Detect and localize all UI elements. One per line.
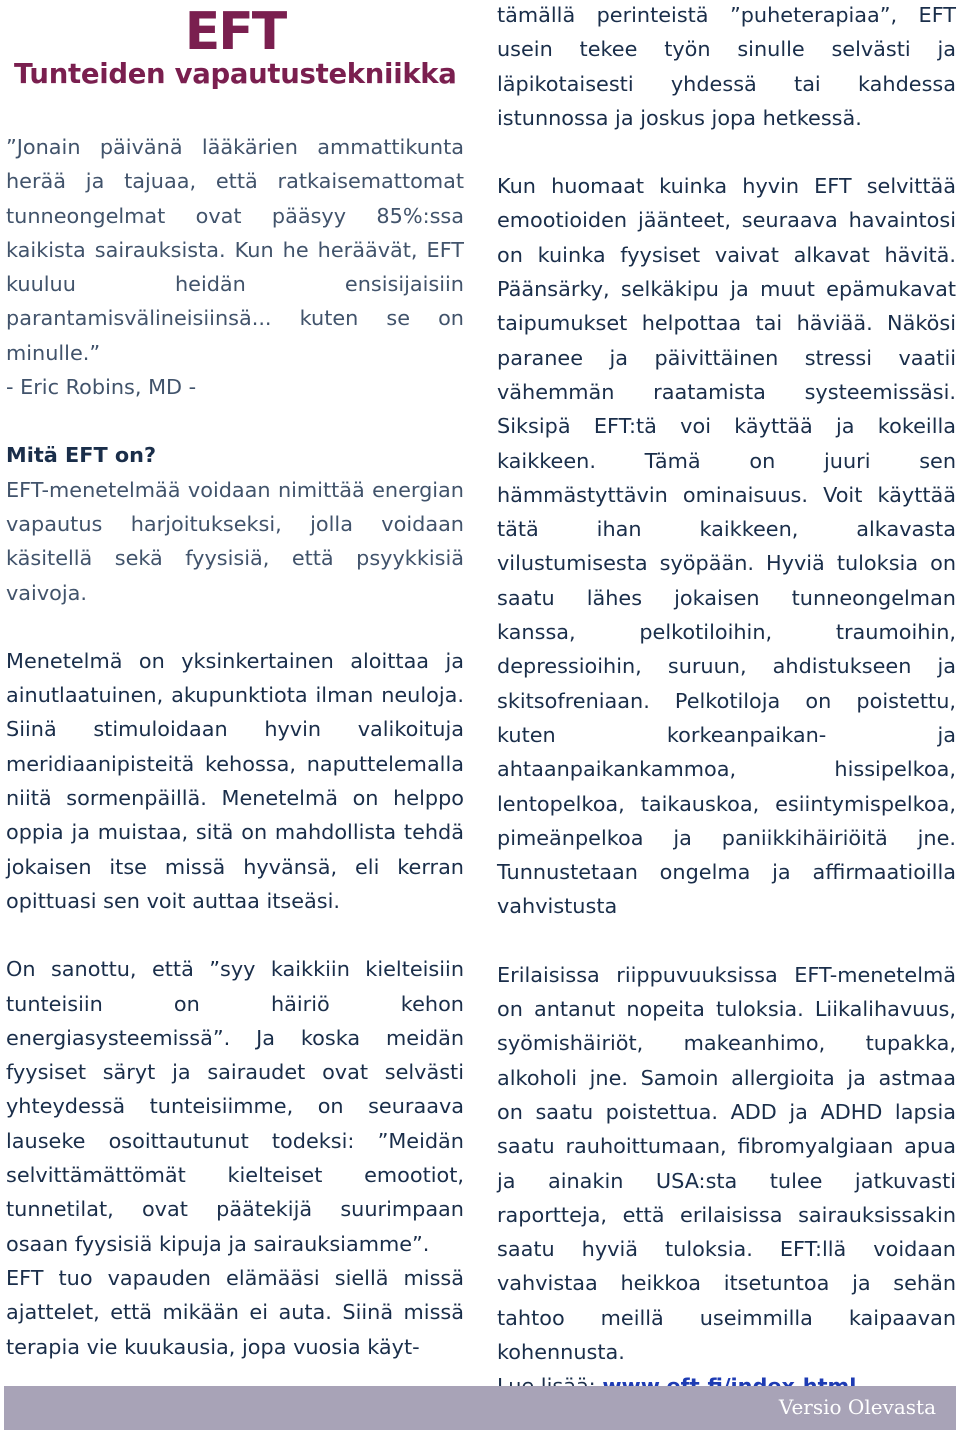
spacer [6,404,464,438]
paragraph: Erilaisissa riippuvuuksissa EFT-menetelmä on antanut nopeita tuloksia. Liikalihavuus, syömishäiriöt, makeanhimo, tupakka, alkoholi jne. Samoin allergioita ja astmaa on saatu poistettua. ADD ja ADHD lapsia saatu rauhoittumaan, fibromyalgiaan apua ja ainakin USA:sta tulee jatkuvasti raportteja, että erilaisissa sairauksissakin saatu hyviä tuloksia. EFT:llä voidaan vahvistaa heikkoa itsetuntoa ja sehän tahtoo meillä useimmilla kaipaavan kohennusta. [497,962,956,1364]
footer-label: Versio Olevasta [778,1395,936,1419]
spacer [497,135,956,169]
spacer [497,924,956,958]
spacer [6,918,464,952]
paragraph: EFT-menetelmää voidaan nimittää energian vapautus harjoitukseksi, jolla voidaan käsitellä sekä fyysisiä, että psyykkisiä vaivoja. [6,477,464,605]
paragraph: EFT tuo vapauden elämääsi siellä missä ajattelet, että mikään ei auta. Siinä missä terapia vie kuukausia, jopa vuosia käyt- [6,1265,464,1359]
quote-author: - Eric Robins, MD - [6,375,197,400]
left-column [6,130,464,1364]
right-column [497,0,956,1404]
section-heading: Mitä EFT on? [6,443,157,468]
paragraph: tämällä perinteistä ”puheterapiaa”, EFT usein tekee työn sinulle selvästi ja läpikotaisesti yhdessä tai kahdessa istunnossa ja joskus jopa hetkessä. [497,3,956,130]
paragraph: On sanottu, että ”syy kaikkiin kielteisiin tunteisiin on häiriö kehon energiasysteemissä”. Ja koska meidän fyysiset säryt ja sairaudet ovat selvästi yhteydessä tunteisiimme, on seuraava lauseke osoittautunut todeksi: ”Meidän selvittämättömät kielteiset emootiot, tunnetilat, ovat päätekijä suurimpaan osaan fyysisiä kipuja ja sairauksiamme”. [6,957,464,1256]
paragraph: Menetelmä on yksinkertainen aloittaa ja ainutlaatuinen, akupunktiota ilman neuloja. Siinä stimuloidaan hyvin valikoituja meridiaanipisteitä kehossa, naputtelemalla niitä sormenpäillä. Menetelmä on helppo oppia ja muistaa, sitä on mahdollista tehdä jokaisen itse missä hyvänsä, eli kerran opittuasi sen voit auttaa itseäsi. [6,648,464,913]
quote-text: ”Jonain päivänä lääkärien ammattikunta herää ja tajuaa, että ratkaisemattomat tunneongelmat ovat pääsyy 85%:ssa kaikista sairauksista. Kun he heräävät, EFT kuuluu heidän ensisijaisiin parantamisvälineisiinsä... kuten se on minulle.” [6,135,464,365]
paragraph: Kun huomaat kuinka hyvin EFT selvittää emootioiden jäänteet, seuraava havaintosi on kuinka fyysiset vaivat alkavat hävitä. Päänsärky, selkäkipu ja muut epämukavat taipumukset helpottaa tai häviää. Näkösi paranee ja päivittäinen stressi vaatii vähemmän raatamista systeemissäsi. Siksipä EFT:tä voi käyttää ja kokeilla kaikkeen. Tämä on juuri sen hämmästyttävin ominaisuus. Voit käyttää tätä ihan kaikkeen, alkavasta vilustumisesta syöpään. Hyviä tuloksia on saatu lähes jokaisen tunneongelman kanssa, pelkotiloihin, traumoihin, depressioihin, suruun, ahdistukseen ja skitsofreniaan. Pelkotiloja on poistettu, kuten korkeanpaikan- ja ahtaanpaikankammoa, hissipelkoa, lentopelkoa, taikauskoa, esiintymispelkoa, pimeänpelkoa ja paniikkihäiriöitä jne. Tunnustetaan ongelma ja affirmaatioilla vahvistusta [497,174,956,919]
page-subtitle: Tunteiden vapautustekniikka [14,58,457,90]
spacer [6,610,464,644]
page-title: EFT [184,2,286,62]
footer-bar [4,1386,956,1430]
